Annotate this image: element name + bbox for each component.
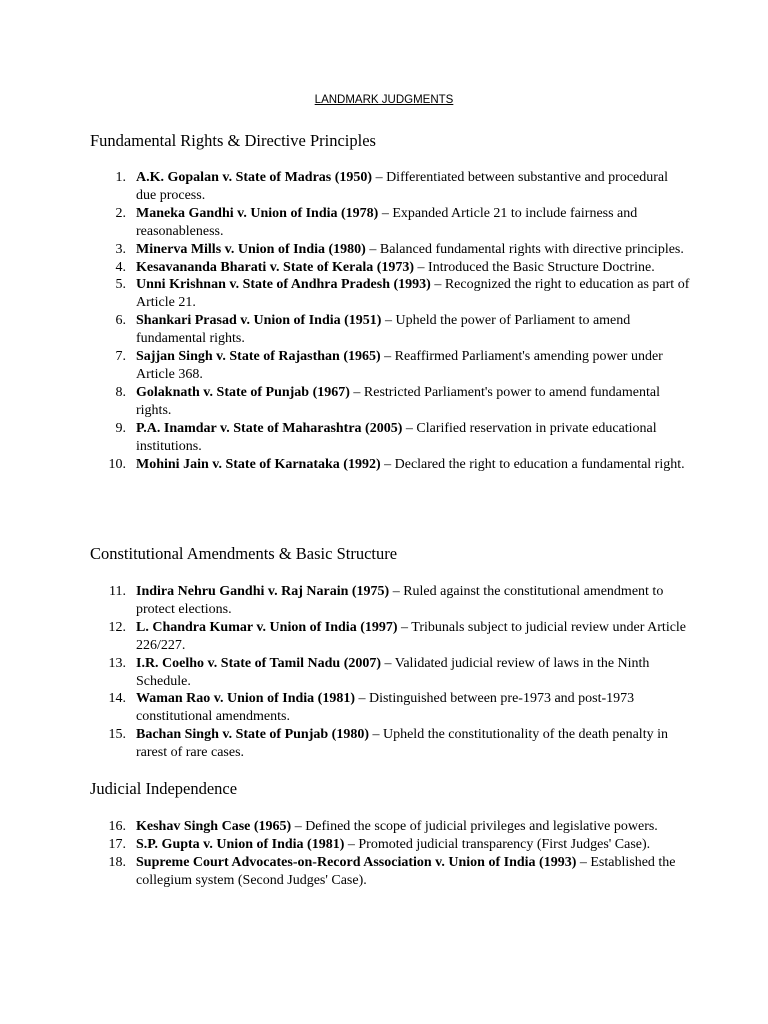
- list-item: [90, 384, 690, 420]
- case-name: A.K. Gopalan v. State of Madras (1950): [136, 170, 373, 185]
- case-description: – Declared the right to education a fundamental right.: [380, 456, 685, 472]
- case-description: – Expanded Article 21 to include fairness and reasonableness.: [136, 205, 638, 239]
- case-description: – Differentiated between substantive and procedural due process.: [136, 170, 669, 203]
- case-list-judicial-independence: [90, 818, 690, 890]
- list-item: [90, 259, 690, 277]
- list-item: [90, 276, 690, 312]
- case-name: Kesavananda Bharati v. State of Kerala (1973): [136, 259, 415, 275]
- case-description: – Established the collegium system (Second Judges' Case).: [136, 854, 676, 888]
- case-name: Minerva Mills v. Union of India (1980): [136, 241, 366, 257]
- case-name: Maneka Gandhi v. Union of India (1978): [136, 205, 379, 221]
- list-number: 11.: [109, 584, 126, 599]
- case-description: – Tribunals subject to judicial review under Article 226/227.: [136, 619, 687, 653]
- list-item: [90, 619, 690, 655]
- case-name: L. Chandra Kumar v. Union of India (1997): [136, 619, 398, 635]
- list-item: [90, 818, 690, 836]
- list-number: 9.: [115, 420, 126, 436]
- case-description: – Recognized the right to education as part of Article 21.: [136, 277, 690, 311]
- case-description: – Ruled against the constitutional amendment to protect elections.: [136, 584, 664, 617]
- case-description: – Promoted judicial transparency (First Judges' Case).: [344, 836, 651, 852]
- list-item: [90, 312, 690, 348]
- case-description: – Distinguished between pre-1973 and post-1973 constitutional amendments.: [136, 691, 635, 725]
- list-item: [90, 854, 690, 890]
- list-number: 15.: [108, 727, 126, 743]
- case-description: – Validated judicial review of laws in the Ninth Schedule.: [136, 655, 650, 689]
- list-number: 3.: [115, 241, 126, 257]
- case-list-constitutional-amendments: [90, 583, 690, 762]
- section-heading-fundamental-rights: Fundamental Rights & Directive Principles: [90, 131, 376, 150]
- list-number: 10.: [108, 456, 126, 472]
- list-item: [90, 583, 690, 619]
- case-description: – Upheld the constitutionality of the death penalty in rarest of rare cases.: [136, 727, 668, 761]
- case-name: Supreme Court Advocates-on-Record Association v. Union of India (1993): [136, 854, 577, 870]
- list-number: 4.: [115, 259, 126, 275]
- case-name: Keshav Singh Case (1965): [136, 819, 292, 834]
- list-number: 18.: [108, 854, 126, 870]
- section-heading-judicial-independence: Judicial Independence: [90, 779, 238, 798]
- case-name: Waman Rao v. Union of India (1981): [136, 691, 355, 707]
- list-number: 16.: [108, 819, 126, 834]
- case-description: – Balanced fundamental rights with directive principles.: [365, 241, 684, 257]
- list-item: [90, 726, 690, 762]
- case-name: Sajjan Singh v. State of Rajasthan (1965): [136, 349, 381, 365]
- list-number: 5.: [115, 277, 126, 293]
- document-title: LANDMARK JUDGMENTS: [314, 94, 454, 106]
- list-number: 8.: [115, 384, 126, 400]
- list-item: [90, 690, 690, 726]
- case-name: Golaknath v. State of Punjab (1967): [136, 384, 350, 400]
- case-description: – Reaffirmed Parliament's amending power under Article 368.: [136, 349, 663, 382]
- list-number: 17.: [108, 836, 126, 852]
- case-name: I.R. Coelho v. State of Tamil Nadu (2007): [136, 655, 382, 671]
- case-description: – Restricted Parliament's power to amend fundamental rights.: [136, 384, 660, 418]
- list-number: 12.: [108, 619, 126, 635]
- case-name: P.A. Inamdar v. State of Maharashtra (2005): [136, 420, 403, 436]
- list-number: 2.: [115, 205, 126, 221]
- case-name: Shankari Prasad v. Union of India (1951): [136, 313, 382, 329]
- case-description: – Introduced the Basic Structure Doctrine.: [414, 259, 655, 275]
- list-number: 14.: [108, 691, 126, 707]
- list-number: 6.: [115, 313, 126, 329]
- section-heading-constitutional-amendments: Constitutional Amendments & Basic Structure: [90, 544, 398, 563]
- list-item: [90, 169, 690, 205]
- list-number: 1.: [115, 170, 126, 185]
- list-item: [90, 348, 690, 384]
- list-item: [90, 420, 690, 456]
- case-name: Indira Nehru Gandhi v. Raj Narain (1975): [136, 584, 390, 599]
- list-item: [90, 205, 690, 241]
- case-name: Bachan Singh v. State of Punjab (1980): [136, 727, 369, 743]
- list-item: [90, 655, 690, 691]
- case-list-fundamental-rights: [90, 169, 690, 473]
- list-item: [90, 241, 690, 259]
- case-description: – Defined the scope of judicial privileges and legislative powers.: [291, 819, 658, 834]
- list-item: [90, 456, 690, 474]
- list-item: [90, 836, 690, 854]
- case-description: – Upheld the power of Parliament to amend fundamental rights.: [136, 313, 631, 347]
- list-number: 7.: [115, 349, 126, 365]
- case-description: – Clarified reservation in private educational institutions.: [136, 420, 657, 454]
- case-name: S.P. Gupta v. Union of India (1981): [136, 836, 345, 852]
- list-number: 13.: [108, 655, 126, 671]
- case-name: Mohini Jain v. State of Karnataka (1992): [136, 456, 381, 472]
- case-name: Unni Krishnan v. State of Andhra Pradesh (1993): [136, 277, 431, 293]
